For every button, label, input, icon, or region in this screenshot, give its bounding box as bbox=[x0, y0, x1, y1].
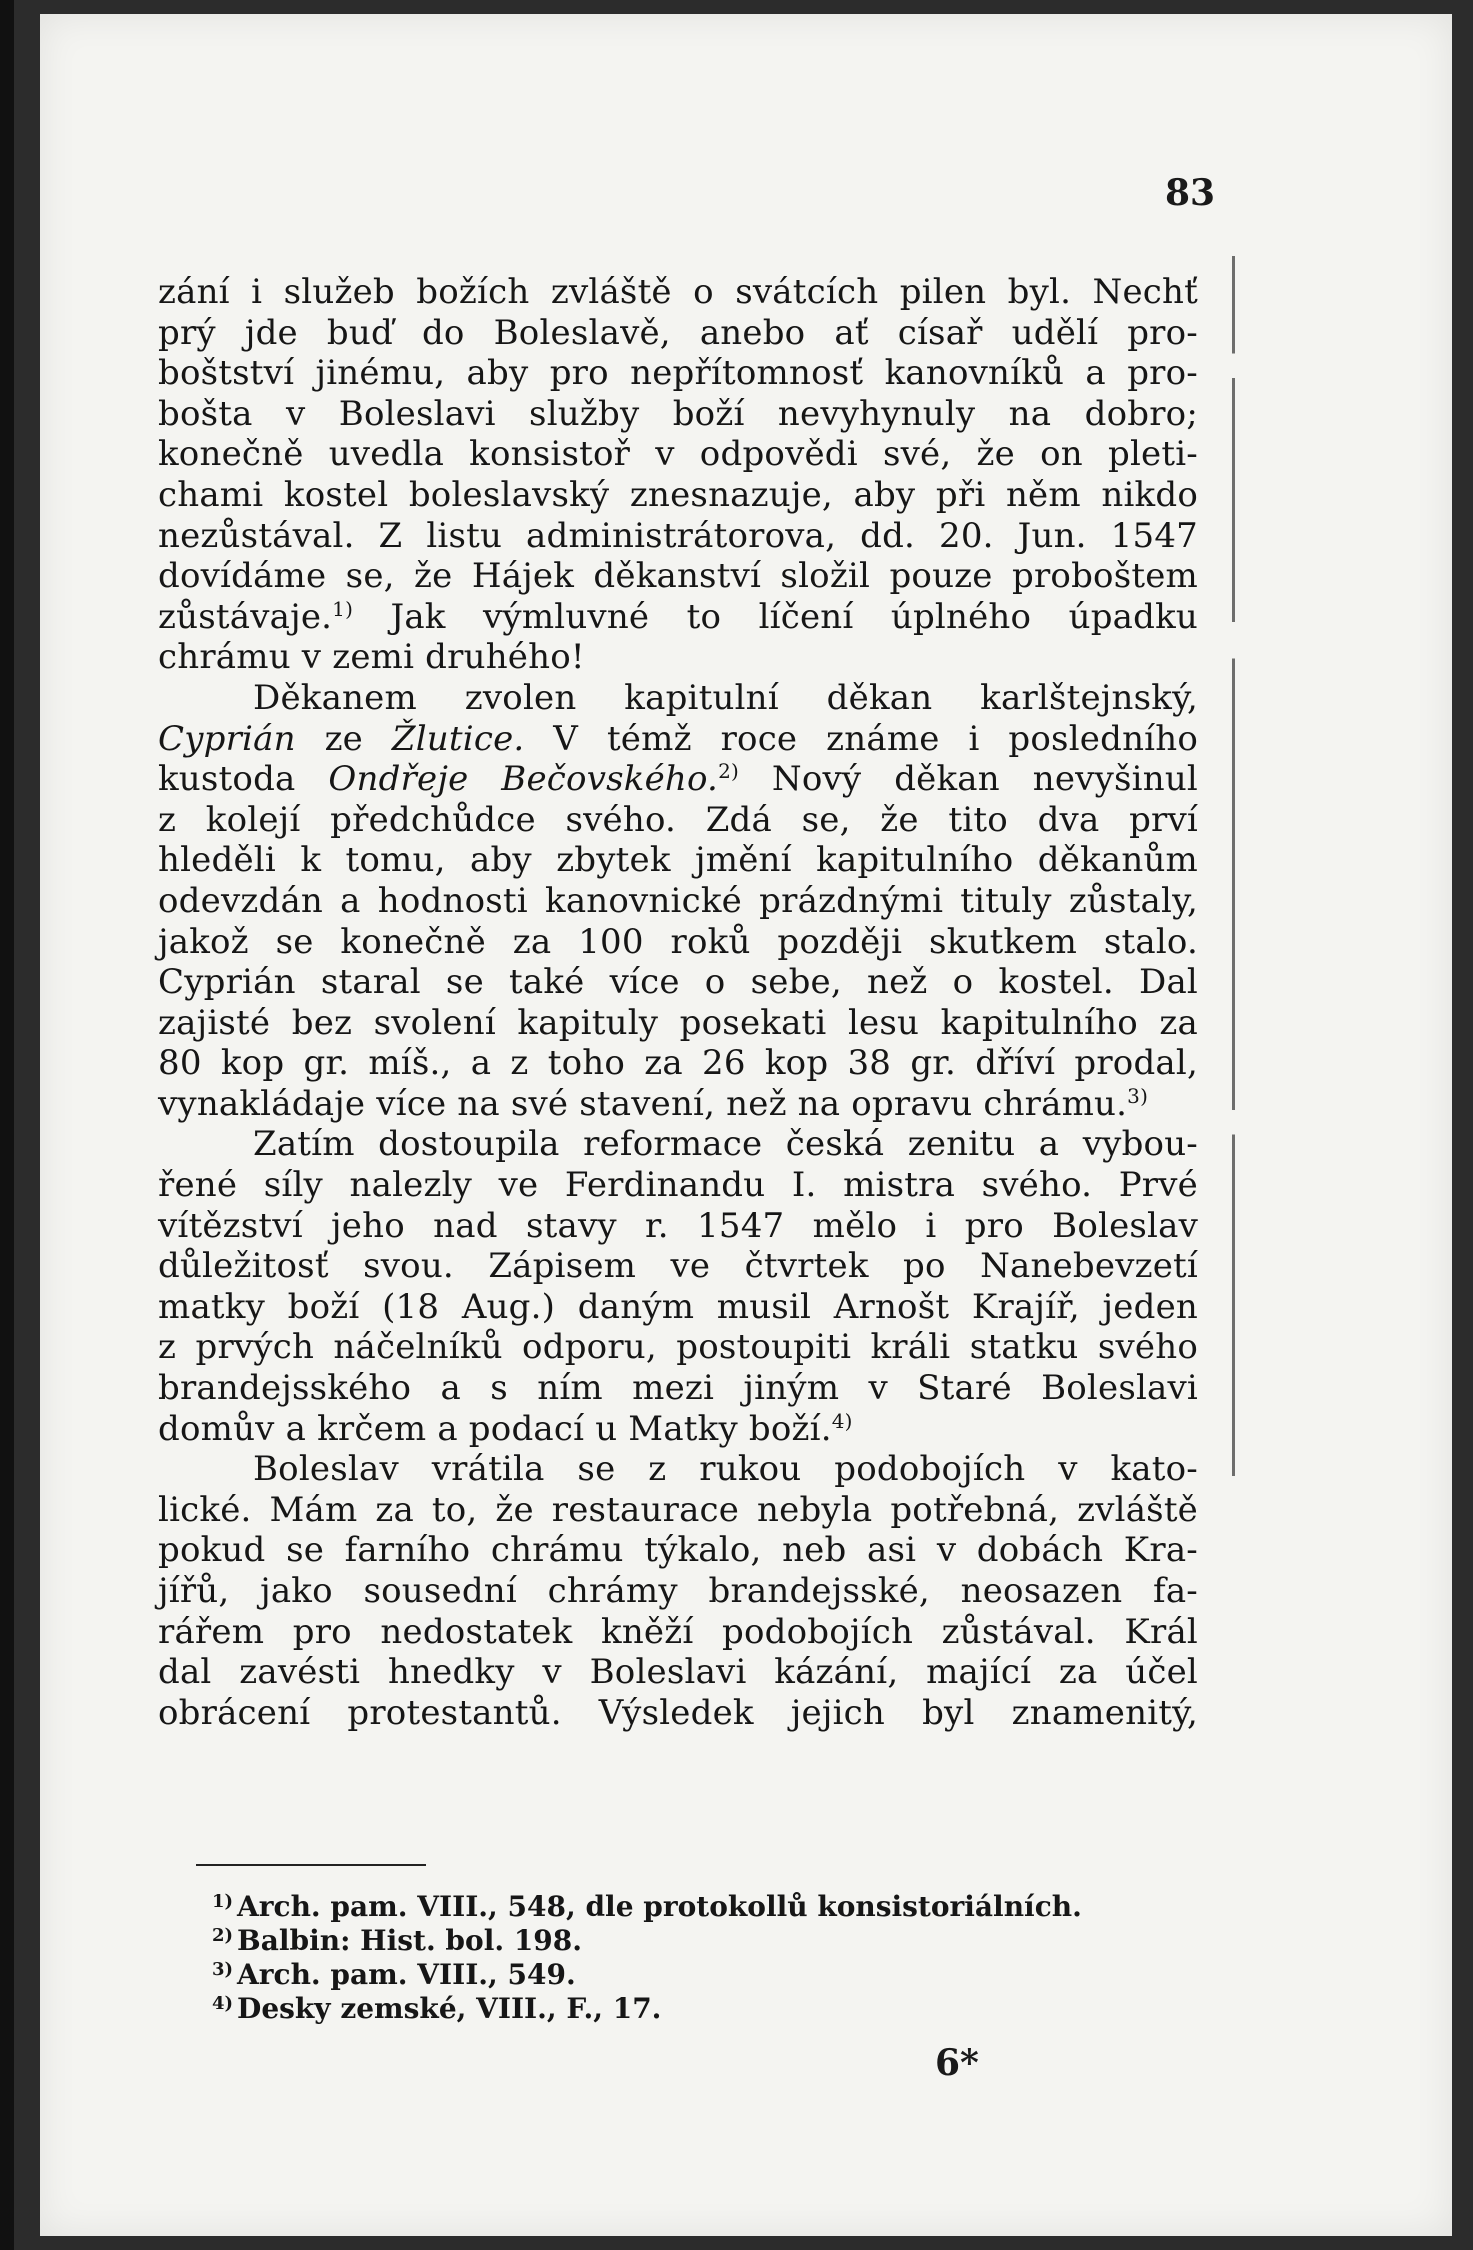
page-number: 83 bbox=[1165, 172, 1216, 214]
text-line bbox=[158, 1571, 1198, 1612]
text-line bbox=[158, 637, 1198, 678]
text-span: vítězství jeho nad stavy r. 1547 mělo i pro Boleslav bbox=[158, 1205, 1198, 1246]
text-span: bošta v Boleslavi služby boží nevyhynuly na dobro; bbox=[158, 393, 1198, 434]
text-line bbox=[158, 1084, 1198, 1125]
footnote-ref: 1) bbox=[332, 596, 354, 621]
text-line bbox=[158, 1490, 1198, 1531]
text-span: důležitosť svou. Zápisem ve čtvrtek po Nanebevzetí bbox=[158, 1246, 1198, 1287]
footnote-text: Arch. pam. VIII., 549. bbox=[237, 1958, 576, 1991]
text-span: Žlutice. bbox=[391, 718, 525, 759]
text-span: dovídáme se, že Hájek děkanství složil pouze proboštem bbox=[158, 556, 1198, 597]
text-span: z kolejí předchůdce svého. Zdá se, že tito dva prví bbox=[158, 799, 1198, 840]
footnote-ref: 2) bbox=[718, 759, 739, 784]
text-span: zání i služeb božích zvláště o svátcích pilen byl. Nechť bbox=[158, 272, 1198, 312]
text-line bbox=[158, 1327, 1198, 1368]
text-span: domův a krčem a podací u Matky boží. bbox=[158, 1408, 832, 1449]
text-line bbox=[158, 1693, 1198, 1734]
text-line bbox=[158, 1165, 1198, 1206]
text-line bbox=[158, 1287, 1198, 1328]
text-line bbox=[158, 719, 1198, 760]
footnote-mark: 1) bbox=[212, 1891, 234, 1912]
text-span: hleděli k tomu, aby zbytek jmění kapitulního děkanům bbox=[158, 840, 1198, 881]
text-line bbox=[158, 922, 1198, 963]
footnote bbox=[212, 1958, 1172, 1992]
text-line bbox=[158, 1652, 1198, 1693]
text-span: prý jde buď do Boleslavě, anebo ať císař udělí pro- bbox=[158, 312, 1198, 353]
text-line bbox=[158, 556, 1198, 597]
text-span: jířů, jako sousední chrámy brandejsské, neosazen fa- bbox=[158, 1571, 1198, 1611]
text-span: jakož se konečně za 100 roků později skutkem stalo. bbox=[158, 921, 1198, 962]
footnote-text: Balbin: Hist. bol. 198. bbox=[237, 1924, 583, 1957]
text-span: Nový děkan nevyšinul bbox=[739, 759, 1198, 800]
text-span: nezůstával. Z listu administrátorova, dd. 20. Jun. 1547 bbox=[158, 515, 1198, 556]
text-span: řené síly nalezly ve Ferdinandu I. mistra svého. Prvé bbox=[158, 1165, 1198, 1206]
text-span: Cyprián bbox=[158, 718, 296, 759]
text-span: Děkanem zvolen kapitulní děkan karlštejnský, bbox=[253, 677, 1198, 718]
footnote-ref: 4) bbox=[831, 1408, 853, 1433]
text-span: odevzdán a hodnosti kanovnické prázdnými tituly zůstaly, bbox=[158, 880, 1198, 921]
footnote-text: Arch. pam. VIII., 548, dle protokollů konsistoriálních. bbox=[237, 1890, 1082, 1923]
text-line bbox=[158, 1530, 1198, 1571]
text-line bbox=[158, 759, 1198, 800]
text-line bbox=[158, 1124, 1198, 1165]
footnote bbox=[212, 1890, 1172, 1924]
text-span: rářem pro nedostatek kněží podobojích zůstával. Král bbox=[158, 1611, 1198, 1652]
text-span: zajisté bez svolení kapituly posekati lesu kapitulního za bbox=[158, 1002, 1198, 1043]
text-line bbox=[158, 475, 1198, 516]
text-span: matky boží (18 Aug.) daným musil Arnošt Krajíř, jeden bbox=[158, 1286, 1198, 1327]
footnote-mark: 2) bbox=[212, 1925, 234, 1946]
footnotes bbox=[212, 1890, 1172, 2026]
text-line bbox=[158, 597, 1198, 638]
footnote bbox=[212, 1992, 1172, 2026]
text-line bbox=[158, 962, 1198, 1003]
text-line bbox=[158, 1246, 1198, 1287]
text-line bbox=[158, 1368, 1198, 1409]
text-line bbox=[158, 394, 1198, 435]
text-line bbox=[158, 516, 1198, 557]
text-span: obrácení protestantů. Výsledek jejich byl znamenitý, bbox=[158, 1692, 1198, 1733]
text-line bbox=[158, 434, 1198, 475]
margin-mark-line bbox=[1232, 256, 1235, 1476]
text-span: konečně uvedla konsistoř v odpovědi své, že on pleti- bbox=[158, 434, 1198, 475]
text-line bbox=[158, 678, 1198, 719]
text-span: z prvých náčelníků odporu, postoupiti králi statku svého bbox=[158, 1327, 1198, 1368]
text-span: boštství jinému, aby pro nepřítomnosť kanovníků a pro- bbox=[158, 353, 1198, 394]
text-line bbox=[158, 1043, 1198, 1084]
text-line bbox=[158, 1206, 1198, 1247]
text-span: brandejsského a s ním mezi jiným v Staré Boleslavi bbox=[158, 1368, 1198, 1409]
text-span: dal zavésti hnedky v Boleslavi kázání, mající za účel bbox=[158, 1652, 1198, 1693]
text-line bbox=[158, 840, 1198, 881]
text-span: kustoda bbox=[158, 759, 329, 800]
text-span: Zatím dostoupila reformace česká zenitu a vybou- bbox=[253, 1124, 1198, 1165]
text-line bbox=[158, 881, 1198, 922]
text-span: Boleslav vrátila se z rukou podobojích v kato- bbox=[253, 1449, 1198, 1490]
text-span: Ondřeje Bečovského. bbox=[328, 759, 719, 800]
text-span: 80 kop gr. míš., a z toho za 26 kop 38 gr. dříví prodal, bbox=[158, 1043, 1198, 1084]
text-line bbox=[158, 353, 1198, 394]
text-line bbox=[158, 1612, 1198, 1653]
text-line bbox=[158, 1409, 1198, 1450]
text-line bbox=[158, 1003, 1198, 1044]
text-span: Jak výmluvné to líčení úplného úpadku bbox=[353, 596, 1198, 637]
footnote-rule bbox=[196, 1864, 426, 1866]
text-span: V témž roce známe i posledního bbox=[524, 718, 1199, 759]
text-span: zůstávaje. bbox=[158, 596, 333, 637]
footnote-mark: 3) bbox=[212, 1959, 234, 1980]
text-span: lické. Mám za to, že restaurace nebyla potřebná, zvláště bbox=[158, 1489, 1198, 1530]
text-span: vynakládaje více na své stavení, než na opravu chrámu. bbox=[158, 1083, 1128, 1124]
text-span: chrámu v zemi druhého! bbox=[158, 637, 585, 678]
body-text bbox=[158, 272, 1198, 1733]
footnote bbox=[212, 1924, 1172, 1958]
text-span: chami kostel boleslavský znesnazuje, aby při něm nikdo bbox=[158, 474, 1198, 515]
footnote-mark: 4) bbox=[212, 1993, 234, 2014]
text-line bbox=[158, 1449, 1198, 1490]
text-line bbox=[158, 272, 1198, 313]
text-span: pokud se farního chrámu týkalo, neb asi v dobách Kra- bbox=[158, 1530, 1198, 1571]
footnote-text: Desky zemské, VIII., F., 17. bbox=[237, 1992, 662, 2025]
text-line bbox=[158, 800, 1198, 841]
text-span: Cyprián staral se také více o sebe, než o kostel. Dal bbox=[158, 962, 1198, 1003]
text-line bbox=[158, 313, 1198, 354]
footnote-ref: 3) bbox=[1127, 1083, 1149, 1108]
signature-mark: 6* bbox=[935, 2042, 979, 2084]
text-span: ze bbox=[295, 718, 392, 759]
scan-left-edge bbox=[0, 0, 14, 2250]
